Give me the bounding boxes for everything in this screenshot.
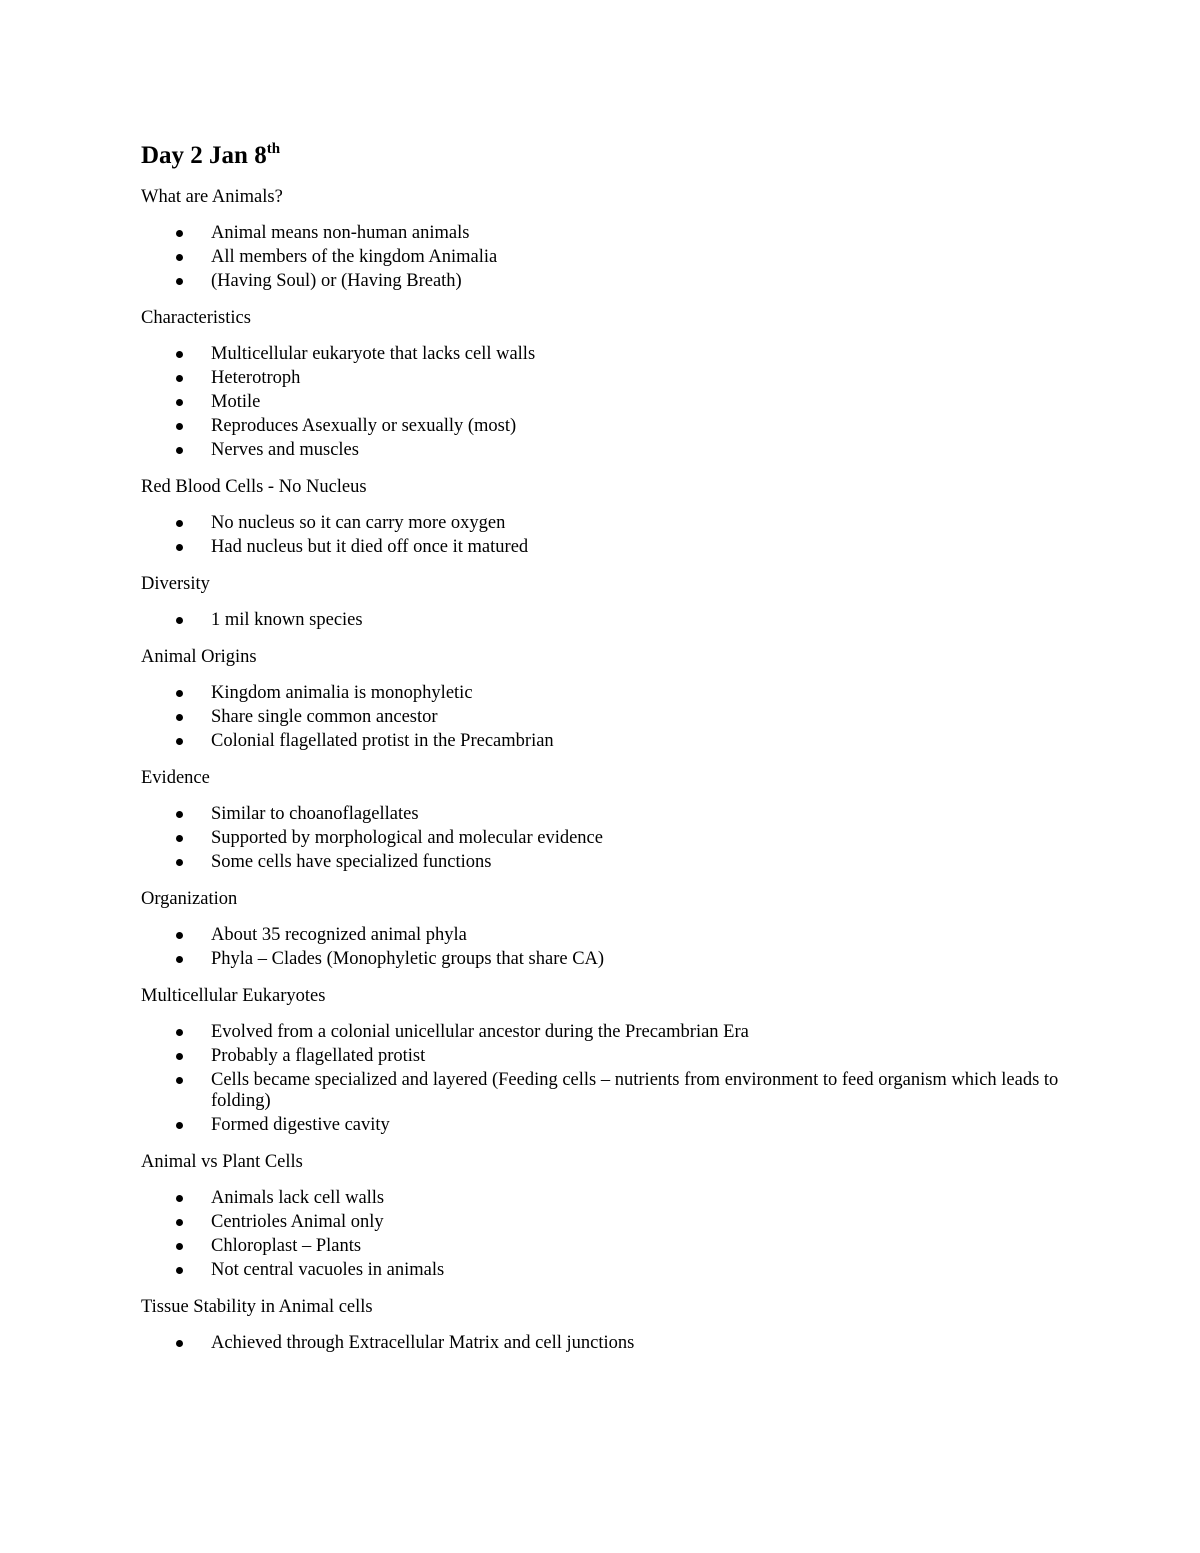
section-heading: Tissue Stability in Animal cells [141, 1297, 373, 1317]
bullet-dot-icon [176, 714, 183, 721]
note-section [141, 306, 1061, 461]
bullet-item [141, 392, 1061, 413]
bullet-item [141, 925, 1061, 946]
bullet-text: Achieved through Extracellular Matrix and cell junctions [211, 1333, 635, 1353]
bullet-dot-icon [176, 1340, 183, 1347]
bullet-item [141, 1188, 1061, 1209]
bullet-item [141, 271, 1061, 292]
bullet-item [141, 513, 1061, 534]
bullet-item [141, 828, 1061, 849]
bullet-dot-icon [176, 351, 183, 358]
bullet-item [141, 1022, 1061, 1043]
bullet-list [141, 610, 1061, 631]
bullet-list [141, 925, 1061, 970]
note-section [141, 766, 1061, 873]
bullet-dot-icon [176, 375, 183, 382]
bullet-text: Multicellular eukaryote that lacks cell walls [211, 344, 536, 364]
bullet-text: Evolved from a colonial unicellular ancestor during the Precambrian Era [211, 1022, 749, 1042]
section-heading: Animal Origins [141, 647, 257, 667]
bullet-text: Reproduces Asexually or sexually (most) [211, 416, 517, 436]
bullet-text: Cells became specialized and layered (Feeding cells – nutrients from environment to feed organism which leads to folding) [211, 1070, 1059, 1111]
bullet-text: Phyla – Clades (Monophyletic groups that share CA) [211, 949, 605, 969]
bullet-text: 1 mil known species [211, 610, 363, 630]
bullet-text: Centrioles Animal only [211, 1212, 384, 1232]
bullet-dot-icon [176, 1267, 183, 1274]
bullet-dot-icon [176, 230, 183, 237]
section-heading: Organization [141, 889, 238, 909]
bullet-item [141, 537, 1061, 558]
bullet-item [141, 1115, 1061, 1136]
bullet-dot-icon [176, 1053, 183, 1060]
bullet-dot-icon [176, 1077, 183, 1084]
bullet-text: Chloroplast – Plants [211, 1236, 362, 1256]
bullet-text: Kingdom animalia is monophyletic [211, 683, 473, 703]
bullet-text: Share single common ancestor [211, 707, 438, 727]
bullet-text: Had nucleus but it died off once it matured [211, 537, 529, 557]
bullet-item [141, 1070, 1061, 1112]
bullet-list [141, 223, 1061, 292]
document-page [141, 138, 1061, 1368]
bullet-item [141, 949, 1061, 970]
bullet-dot-icon [176, 1243, 183, 1250]
bullet-text: (Having Soul) or (Having Breath) [211, 271, 462, 291]
bullet-text: About 35 recognized animal phyla [211, 925, 467, 945]
section-heading: Evidence [141, 768, 210, 788]
bullet-text: Supported by morphological and molecular evidence [211, 828, 603, 848]
bullet-dot-icon [176, 447, 183, 454]
bullet-item [141, 1212, 1061, 1233]
bullet-text: No nucleus so it can carry more oxygen [211, 513, 506, 533]
section-heading: Characteristics [141, 308, 251, 328]
bullet-item [141, 223, 1061, 244]
bullet-dot-icon [176, 1122, 183, 1129]
bullet-item [141, 610, 1061, 631]
note-section [141, 984, 1061, 1136]
bullet-list [141, 1022, 1061, 1136]
bullet-item [141, 731, 1061, 752]
section-heading: Multicellular Eukaryotes [141, 986, 326, 1006]
bullet-item [141, 1236, 1061, 1257]
bullet-item [141, 416, 1061, 437]
bullet-item [141, 1046, 1061, 1067]
bullet-dot-icon [176, 835, 183, 842]
bullet-dot-icon [176, 811, 183, 818]
section-heading: Diversity [141, 574, 210, 594]
bullet-item [141, 1260, 1061, 1281]
bullet-text: Formed digestive cavity [211, 1115, 390, 1135]
bullet-item [141, 368, 1061, 389]
bullet-text: Nerves and muscles [211, 440, 359, 460]
bullet-list [141, 683, 1061, 752]
bullet-text: Similar to choanoflagellates [211, 804, 419, 824]
bullet-dot-icon [176, 859, 183, 866]
bullet-dot-icon [176, 278, 183, 285]
bullet-list [141, 344, 1061, 461]
bullet-item [141, 683, 1061, 704]
bullet-text: Animals lack cell walls [211, 1188, 385, 1208]
bullet-item [141, 440, 1061, 461]
bullet-dot-icon [176, 1219, 183, 1226]
bullet-item [141, 344, 1061, 365]
page-title [141, 138, 1061, 174]
note-section [141, 887, 1061, 970]
bullet-item [141, 804, 1061, 825]
bullet-dot-icon [176, 423, 183, 430]
bullet-dot-icon [176, 520, 183, 527]
section-heading: Red Blood Cells - No Nucleus [141, 477, 367, 497]
section-heading: Animal vs Plant Cells [141, 1152, 303, 1172]
note-section [141, 1295, 1061, 1354]
bullet-item [141, 247, 1061, 268]
note-section [141, 645, 1061, 752]
note-section [141, 1150, 1061, 1281]
bullet-text: Some cells have specialized functions [211, 852, 492, 872]
bullet-text: All members of the kingdom Animalia [211, 247, 498, 267]
bullet-dot-icon [176, 617, 183, 624]
bullet-text: Motile [211, 392, 261, 412]
bullet-dot-icon [176, 690, 183, 697]
page-title-text: Day 2 Jan 8 [141, 142, 267, 169]
bullet-text: Probably a flagellated protist [211, 1046, 426, 1066]
notes-body [141, 185, 1061, 1354]
bullet-text: Animal means non-human animals [211, 223, 470, 243]
bullet-item [141, 852, 1061, 873]
bullet-dot-icon [176, 1029, 183, 1036]
bullet-item [141, 1333, 1061, 1354]
bullet-dot-icon [176, 738, 183, 745]
bullet-dot-icon [176, 956, 183, 963]
bullet-text: Not central vacuoles in animals [211, 1260, 445, 1280]
bullet-list [141, 1188, 1061, 1281]
bullet-dot-icon [176, 254, 183, 261]
bullet-text: Colonial flagellated protist in the Precambrian [211, 731, 554, 751]
bullet-list [141, 804, 1061, 873]
bullet-list [141, 1333, 1061, 1354]
note-section [141, 185, 1061, 292]
page-title-superscript: th [266, 141, 281, 157]
note-section [141, 572, 1061, 631]
section-heading: What are Animals? [141, 187, 283, 207]
note-section [141, 475, 1061, 558]
bullet-item [141, 707, 1061, 728]
bullet-dot-icon [176, 932, 183, 939]
bullet-dot-icon [176, 1195, 183, 1202]
bullet-text: Heterotroph [211, 368, 301, 388]
bullet-dot-icon [176, 399, 183, 406]
bullet-dot-icon [176, 544, 183, 551]
bullet-list [141, 513, 1061, 558]
